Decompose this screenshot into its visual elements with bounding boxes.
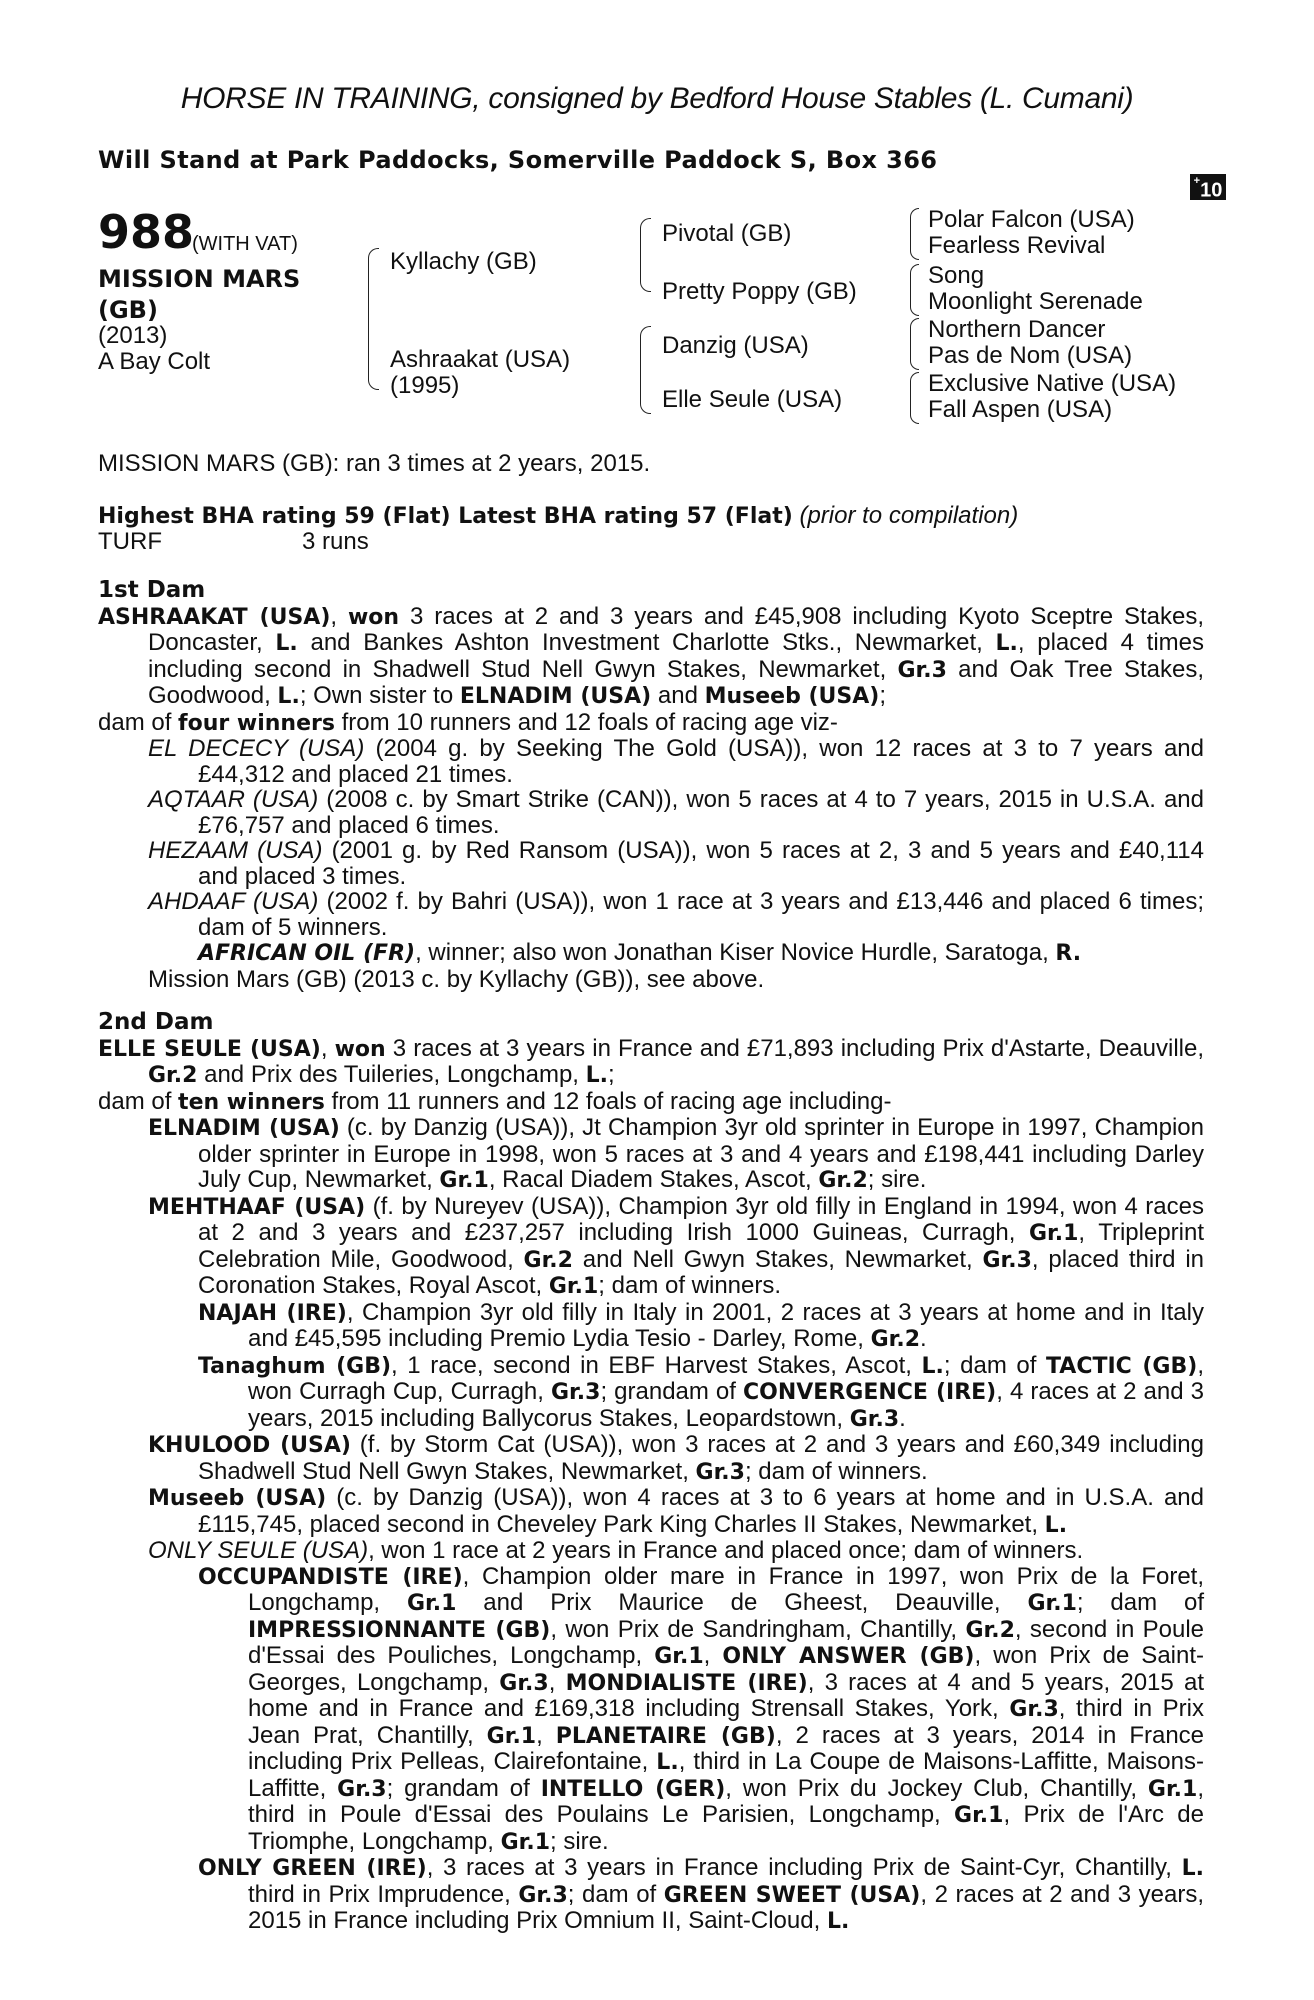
first-dam-produce-intro: dam of four winners from 10 runners and 12 foals of racing age viz- <box>98 708 838 736</box>
lot-badge <box>1190 174 1226 200</box>
horse-name <box>98 264 328 326</box>
produce-entry: AFRICAN OIL (FR), winner; also won Jonathan Kiser Novice Hurdle, Saratoga, R. <box>198 939 1082 966</box>
produce-entry: AQTAAR (USA) (2008 c. by Smart Strike (CAN)), won 5 races at 4 to 7 years, 2015 in U.S.A. and £76,757 and placed 6 times. <box>148 786 1205 839</box>
pedigree-sire-sire: Pivotal (GB) <box>662 220 792 247</box>
ratings-line <box>98 502 1018 530</box>
produce-entry: Tanaghum (GB), 1 race, second in EBF Harvest Stakes, Ascot, L.; dam of TACTIC (GB), won Curragh Cup, Curragh, Gr.3; grandam of CONVERGENCE (IRE), 4 races at 2 and 3 years, 2015 including Ballycorus Stakes, Leopardstown, Gr.3. <box>198 1351 1204 1432</box>
pedigree-brace-g78 <box>910 372 919 424</box>
pedigree-gg-6: Pas de Nom (USA) <box>928 342 1133 369</box>
second-dam-heading: 2nd Dam <box>98 1009 214 1035</box>
produce-entry: Museeb (USA) (c. by Danzig (USA)), won 4 races at 3 to 6 years at home and in U.S.A. and £115,745, placed second in Cheveley Park King Charles II Stakes, Newmarket, L. <box>148 1484 1205 1538</box>
pedigree-dam-sire: Danzig (USA) <box>662 332 809 359</box>
produce-entry: MEHTHAAF (USA) (f. by Nureyev (USA)), Champion 3yr old filly in England in 1994, won 4 races at 2 and 3 years and £237,257 including Irish 1000 Guineas, Curragh, Gr.1, Tripleprint Celebration Mile, Goodwood, Gr.2 and Nell Gwyn Stakes, Newmarket, Gr.3, placed third in Coronation Stakes, Royal Ascot, Gr.1; dam of winners. <box>148 1192 1205 1299</box>
pedigree-dam-dam: Elle Seule (USA) <box>662 386 843 413</box>
first-dam-paragraph: ASHRAAKAT (USA), won 3 races at 2 and 3 years and £45,908 including Kyoto Sceptre Stakes, Doncaster, L. and Bankes Ashton Investment Charlotte Stks., Newmarket, L., placed 4 times including second in Shadwell Stud Nell Gwyn Stakes, Newmarket, Gr.3 and Oak Tree Stakes, Goodwood, L.; Own sister to ELNADIM (USA) and Museeb (USA); <box>98 602 1205 709</box>
won-label: won <box>347 604 400 630</box>
vat-label: (WITH VAT) <box>192 233 298 255</box>
pedigree-gg-7: Exclusive Native (USA) <box>928 370 1177 397</box>
produce-entry: HEZAAM (USA) (2001 g. by Red Ransom (USA)), won 5 races at 2, 3 and 5 years and £40,114 and placed 3 times. <box>148 837 1204 890</box>
second-dam-produce-intro: dam of ten winners from 11 runners and 12 foals of racing age including- <box>98 1087 892 1115</box>
pedigree-brace-g56 <box>910 318 919 370</box>
page-title: HORSE IN TRAINING, consigned by Bedford House Stables (L. Cumani) <box>180 82 1134 115</box>
produce-entry: ONLY GREEN (IRE), 3 races at 3 years in France including Prix de Saint-Cyr, Chantilly, L. third in Prix Imprudence, Gr.3; dam of GREEN SWEET (USA), 2 races at 2 and 3 years, 2015 in France including Prix Omnium II, Saint-Cloud, L. <box>198 1854 1205 1934</box>
horse-description: A Bay Colt <box>98 348 211 375</box>
horse-name-line2: (GB) <box>98 296 158 324</box>
produce-entry: Mission Mars (GB) (2013 c. by Kyllachy (GB)), see above. <box>148 965 765 993</box>
ratings-note: (prior to compilation) <box>799 502 1019 529</box>
pedigree-dam-year: (1995) <box>390 372 460 399</box>
pedigree-sire: Kyllachy (GB) <box>390 248 537 275</box>
produce-entry: NAJAH (IRE), Champion 3yr old filly in Italy in 2001, 2 races at 3 years at home and in Italy and £45,595 including Premio Lydia Tesio - Darley, Rome, Gr.2. <box>198 1298 1204 1352</box>
pedigree-gg-5: Northern Dancer <box>928 316 1106 343</box>
pedigree-gg-1: Polar Falcon (USA) <box>928 206 1135 233</box>
pedigree-gg-8: Fall Aspen (USA) <box>928 396 1113 423</box>
produce-entry: ELNADIM (USA) (c. by Danzig (USA)), Jt Champion 3yr old sprinter in Europe in 1997, Champion older sprinter in Europe in 1998, won 5 races at 3 and 4 years and £198,441 including Darley July Cup, Newmarket, Gr.1, Racal Diadem Stakes, Ascot, Gr.2; sire. <box>148 1114 1204 1193</box>
pedigree-dam: Ashraakat (USA) <box>390 346 571 373</box>
pedigree-brace-g12 <box>910 208 919 260</box>
race-summary: MISSION MARS (GB): ran 3 times at 2 years, 2015. <box>98 450 651 477</box>
produce-entry: AHDAAF (USA) (2002 f. by Bahri (USA)), won 1 race at 3 years and £13,446 and placed 6 times; dam of 5 winners. <box>148 888 1204 941</box>
pedigree-gg-3: Song <box>928 262 985 289</box>
pedigree-brace-sire <box>640 218 651 292</box>
pedigree-brace-main <box>368 248 379 390</box>
first-dam-name: ASHRAAKAT (USA) <box>98 604 331 630</box>
pedigree-brace-g34 <box>910 264 919 316</box>
ratings-text: Highest BHA rating 59 (Flat) Latest BHA rating 57 (Flat) <box>98 504 793 529</box>
badge-plus: + <box>1193 175 1201 187</box>
produce-entry: OCCUPANDISTE (IRE), Champion older mare in France in 1997, won Prix de la Foret, Longchamp, Gr.1 and Prix Maurice de Gheest, Deauville, Gr.1; dam of IMPRESSIONNANTE (GB), won Prix de Sandringham, Chantilly, Gr.2, second in Poule d'Essai des Pouliches, Longchamp, Gr.1, ONLY ANSWER (GB), won Prix de Saint-Georges, Longchamp, Gr.3, MONDIALISTE (IRE), 3 races at 4 and 5 years, 2015 at home and in France and £169,318 including Strensall Stakes, York, Gr.3, third in Prix Jean Prat, Chantilly, Gr.1, PLANETAIRE (GB), 2 races at 3 years, 2014 in France including Prix Pelleas, Clairefontaine, L., third in La Coupe de Maisons-Laffitte, Maisons-Laffitte, Gr.3; grandam of INTELLO (GER), won Prix du Jockey Club, Chantilly, Gr.1, third in Poule d'Essai des Poulains Le Parisien, Longchamp, Gr.1, Prix de l'Arc de Triomphe, Longchamp, Gr.1; sire. <box>198 1562 1205 1855</box>
produce-entry: KHULOOD (USA) (f. by Storm Cat (USA)), won 3 races at 2 and 3 years and £60,349 including Shadwell Stud Nell Gwyn Stakes, Newmarket, Gr.3; dam of winners. <box>148 1431 1204 1485</box>
pedigree-gg-4: Moonlight Serenade <box>928 288 1143 315</box>
pedigree-gg-2: Fearless Revival <box>928 232 1106 259</box>
lot-number: 988 <box>98 205 195 259</box>
surface-runs: 3 runs <box>302 528 369 555</box>
produce-entry: EL DECECY (USA) (2004 g. by Seeking The Gold (USA)), won 12 races at 3 to 7 years and £44,312 and placed 21 times. <box>148 735 1204 788</box>
pedigree-brace-dam <box>640 326 651 414</box>
produce-entry: ONLY SEULE (USA), won 1 race at 2 years in France and placed once; dam of winners. <box>148 1537 1084 1564</box>
second-dam-section <box>98 1010 1204 1935</box>
second-dam-paragraph: ELLE SEULE (USA), won 3 races at 3 years in France and £71,893 including Prix d'Astarte, Deauville, Gr.2 and Prix des Tuileries, Longchamp, L.; <box>98 1034 1204 1088</box>
first-dam-heading: 1st Dam <box>98 577 206 603</box>
pedigree-sire-dam: Pretty Poppy (GB) <box>662 278 857 305</box>
surface-label: TURF <box>98 528 162 555</box>
second-dam-name: ELLE SEULE (USA) <box>98 1036 321 1062</box>
stand-location: Will Stand at Park Paddocks, Somerville Paddock S, Box 366 <box>98 146 938 174</box>
horse-name-line1: MISSION MARS <box>98 265 301 293</box>
badge-number: 10 <box>1200 179 1223 202</box>
first-dam-section <box>98 578 1204 992</box>
foal-year: (2013) <box>98 322 168 349</box>
